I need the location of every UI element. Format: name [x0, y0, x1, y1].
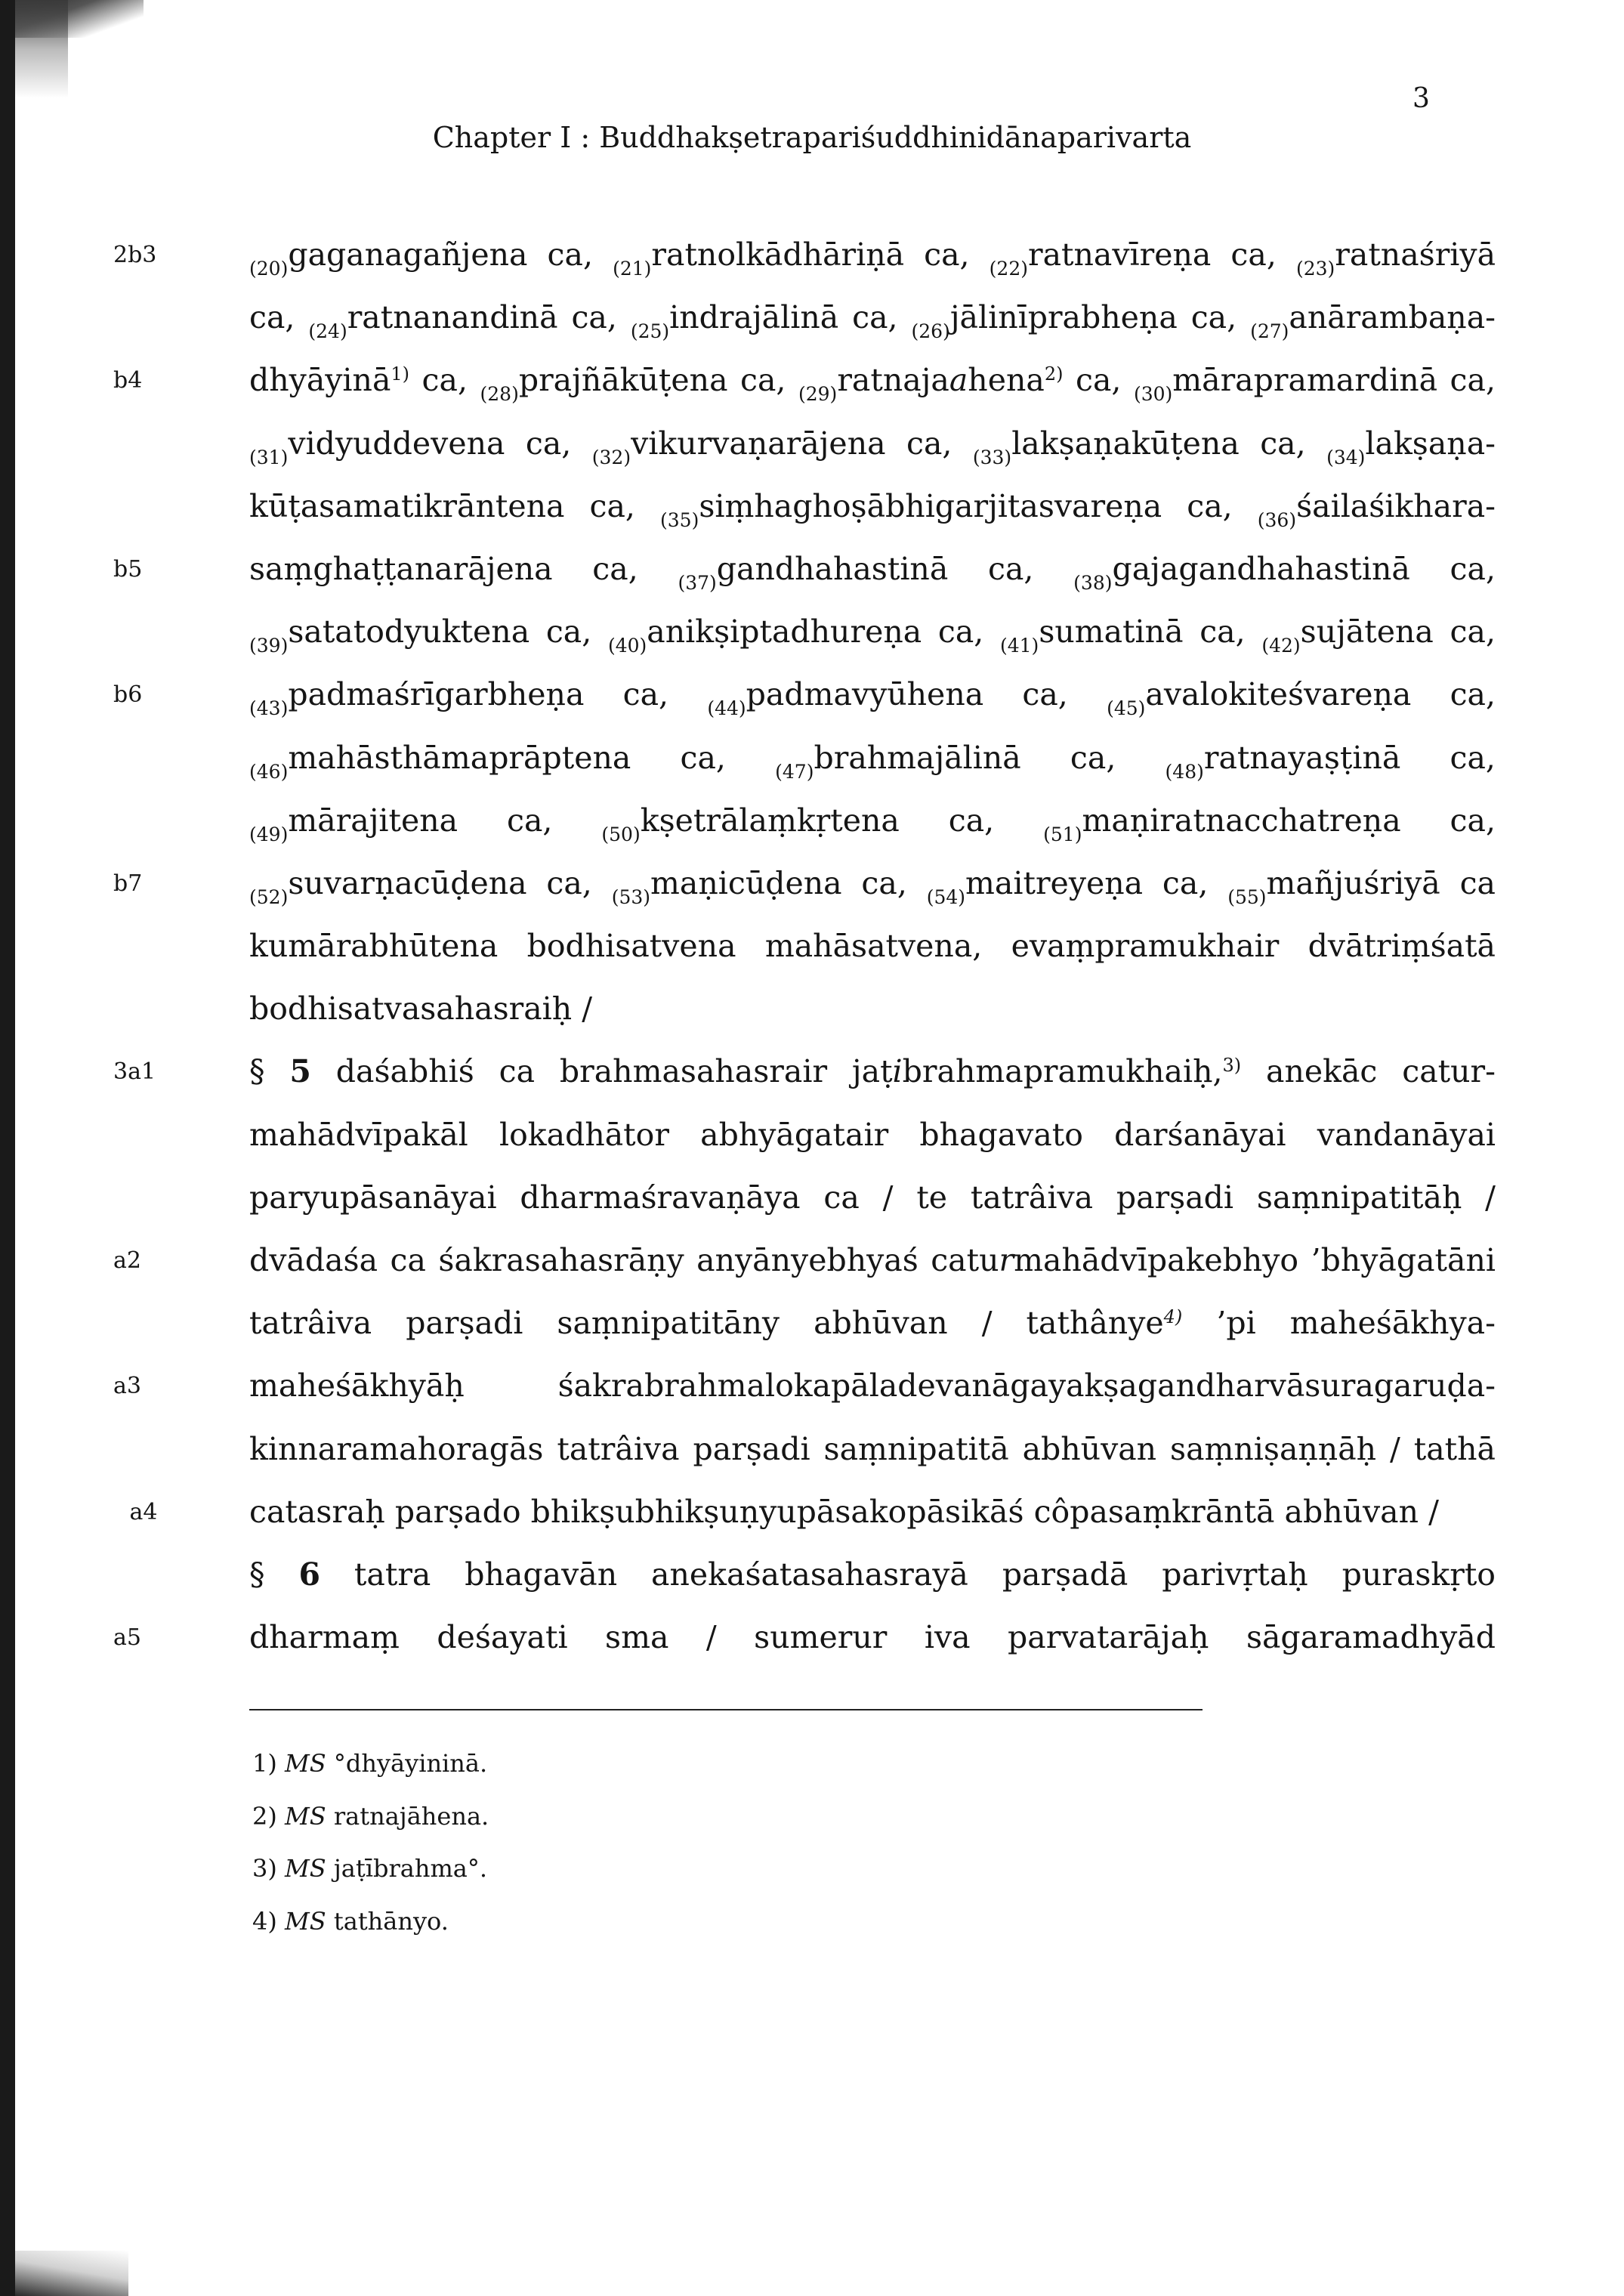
item-number: (37)	[678, 571, 717, 594]
text-line	[249, 601, 1496, 663]
text-line	[249, 915, 1496, 978]
main-text	[113, 224, 1496, 1669]
item-number: (54)	[926, 885, 966, 908]
text-segment: indrajālinā ca,	[669, 299, 912, 336]
page-number: 3	[1413, 83, 1430, 114]
item-number: (42)	[1261, 635, 1301, 657]
footnote-ref: 1)	[391, 363, 410, 385]
text-segment: prajñākūṭena ca,	[518, 362, 798, 399]
text-segment: ratnolkādhāriṇā ca,	[651, 236, 990, 273]
text-segment: mahādvīpakāl lokadhātor abhyāgatair bhagavato darśanāyai vandanāyai	[249, 1116, 1496, 1153]
text-segment: avalokiteśvareṇa ca,	[1145, 676, 1496, 713]
section-number: 6	[298, 1556, 320, 1593]
item-number: (26)	[911, 320, 950, 343]
scan-edge-shadow	[0, 0, 15, 2296]
text-segment: maṇiratnacchatreṇa ca,	[1082, 802, 1496, 839]
text-segment: hena	[968, 362, 1045, 399]
folio-margin-label: a3	[113, 1373, 141, 1400]
item-number: (36)	[1257, 508, 1297, 531]
folio-margin-label: 2b3	[113, 242, 157, 268]
section-number: 5	[289, 1053, 311, 1090]
footnote-text: °dhyāyininā.	[326, 1749, 488, 1778]
footnote-number: 2)	[252, 1801, 286, 1831]
item-number: (40)	[607, 635, 647, 657]
folio-margin-label: a2	[113, 1247, 141, 1274]
text-segment: jālinīprabheṇa ca,	[949, 299, 1251, 336]
text-line	[249, 286, 1496, 349]
item-number: (51)	[1043, 823, 1082, 845]
text-line	[113, 538, 1496, 601]
footnote-ref: 4)	[1163, 1306, 1183, 1328]
text-segment: sujātena ca,	[1300, 613, 1496, 650]
text-line	[249, 1292, 1496, 1355]
folio-margin-label: a4	[129, 1498, 158, 1525]
text-segment: paryupāsanāyai dharmaśravaṇāya ca / te tatrâiva parṣadi saṃnipatitāḥ /	[249, 1179, 1496, 1216]
item-number: (23)	[1295, 258, 1335, 280]
text-segment: ratnaśriyā	[1335, 236, 1496, 273]
text-segment: lakṣaṇa-	[1365, 425, 1496, 462]
text-segment: kṣetrālaṃkṛtena ca,	[640, 802, 1044, 839]
text-segment: anikṣiptadhureṇa ca,	[647, 613, 1000, 650]
item-number: (25)	[630, 320, 670, 343]
text-segment: gaganagañjena ca,	[288, 236, 613, 273]
text-segment: tatra bhagavān anekaśatasahasrayā parṣadā parivṛtaḥ puraskṛto	[320, 1556, 1496, 1593]
text-segment: ratnayaṣṭinā ca,	[1203, 739, 1496, 776]
item-number: (50)	[601, 823, 641, 845]
text-segment: brahmapramukhaiḥ,	[902, 1053, 1223, 1090]
text-segment: maṇicūḍena ca,	[650, 864, 927, 901]
text-segment: mahāsthāmaprāptena ca,	[288, 739, 776, 776]
footnote	[252, 1896, 489, 1948]
text-line	[249, 1167, 1496, 1229]
text-segment: suvarṇacūḍena ca,	[288, 864, 612, 901]
text-segment: §	[249, 1556, 299, 1593]
text-segment: anārambaṇa-	[1289, 299, 1496, 336]
footnote	[252, 1791, 489, 1843]
item-number: (28)	[480, 383, 519, 406]
text-segment: mahādvīpakebhyo ’bhyāgatāni	[1014, 1242, 1496, 1278]
text-line	[249, 1544, 1496, 1606]
text-segment: dvādaśa ca śakrasahasrāṇy anyānyebhyaś catu	[249, 1242, 999, 1278]
item-number: (46)	[249, 760, 289, 783]
scan-corner-shadow-vertical	[15, 0, 68, 98]
text-segment: lakṣaṇakūṭena ca,	[1011, 425, 1327, 462]
text-line	[113, 1606, 1496, 1669]
text-segment: bodhisatvasahasraiḥ /	[249, 990, 593, 1027]
text-line	[129, 1481, 1496, 1544]
item-number: (49)	[249, 823, 289, 845]
item-number: (31)	[249, 446, 289, 468]
item-number: (45)	[1107, 697, 1146, 720]
text-segment: gajagandhahastinā ca,	[1112, 550, 1496, 587]
item-number: (55)	[1227, 885, 1267, 908]
text-segment: sumatinā ca,	[1039, 613, 1262, 650]
scan-bottom-shadow	[15, 2251, 128, 2296]
folio-margin-label: b7	[113, 870, 143, 897]
folio-margin-label: a5	[113, 1624, 141, 1652]
text-segment: satatodyuktena ca,	[288, 613, 608, 650]
text-segment: dhyāyinā	[249, 362, 391, 399]
text-segment: ca,	[1063, 362, 1134, 399]
text-line	[113, 663, 1496, 726]
emended-letter: r	[999, 1242, 1014, 1278]
text-segment: vikurvaṇarājena ca,	[631, 425, 973, 462]
text-line	[113, 349, 1496, 412]
text-segment: ca,	[249, 299, 309, 336]
text-segment: daśabhiś ca brahmasahasrair jaṭ	[310, 1053, 893, 1090]
footnote-text: jaṭībrahma°.	[326, 1854, 488, 1883]
text-segment: ca,	[409, 362, 480, 399]
text-segment: kinnaramahoragās tatrâiva parṣadi saṃnipatitā abhūvan saṃniṣaṇṇāḥ / tathā	[249, 1430, 1496, 1467]
manuscript-siglum: MS	[285, 1854, 326, 1883]
item-number: (27)	[1250, 320, 1289, 343]
text-segment: anekāc catur-	[1241, 1053, 1496, 1090]
item-number: (20)	[249, 258, 289, 280]
footnote-ref: 3)	[1222, 1055, 1242, 1077]
item-number: (52)	[249, 885, 289, 908]
text-segment: ratnavīreṇa ca,	[1028, 236, 1296, 273]
text-line	[113, 224, 1496, 286]
text-segment: dharmaṃ deśayati sma / sumerur iva parvatarājaḥ sāgaramadhyād	[249, 1619, 1496, 1656]
text-segment: brahmajālinā ca,	[814, 739, 1166, 776]
item-number: (22)	[989, 258, 1028, 280]
text-segment: mārajitena ca,	[288, 802, 602, 839]
text-line	[249, 1418, 1496, 1481]
text-segment: padmaśrīgarbheṇa ca,	[288, 676, 708, 713]
folio-margin-label: b5	[113, 555, 143, 582]
folio-margin-label: 3a1	[113, 1058, 156, 1086]
footnote-text: ratnajāhena.	[326, 1801, 489, 1831]
text-segment: §	[249, 1053, 290, 1090]
text-line	[113, 1355, 1496, 1417]
item-number: (21)	[613, 258, 652, 280]
text-segment: saṃghaṭṭanarājena ca,	[249, 550, 678, 587]
text-segment: kūṭasamatikrāntena ca,	[249, 487, 661, 524]
text-segment: catasraḥ parṣado bhikṣubhikṣuṇyupāsakopāsikāś côpasaṃkrāntā abhūvan /	[249, 1493, 1439, 1530]
text-segment: kumārabhūtena bodhisatvena mahāsatvena, evaṃpramukhair dvātriṃśatā	[249, 928, 1496, 965]
footnote-divider	[249, 1709, 1203, 1710]
item-number: (33)	[972, 446, 1012, 468]
footnote	[252, 1738, 489, 1791]
footnote-number: 4)	[252, 1906, 286, 1936]
item-number: (48)	[1165, 760, 1204, 783]
text-segment: ratnaja	[837, 362, 949, 399]
item-number: (29)	[798, 383, 838, 406]
running-header: Chapter I : Buddhakṣetrapariśuddhinidānaparivarta	[432, 121, 1192, 154]
text-segment: ’pi maheśākhya-	[1182, 1305, 1496, 1342]
footnotes	[252, 1738, 489, 1948]
text-line	[113, 1040, 1496, 1103]
footnote-ref: 2)	[1044, 363, 1064, 385]
folio-margin-label: b6	[113, 681, 143, 709]
item-number: (43)	[249, 697, 289, 720]
item-number: (53)	[611, 885, 651, 908]
item-number: (32)	[591, 446, 631, 468]
text-line	[249, 978, 1496, 1040]
manuscript-siglum: MS	[285, 1749, 326, 1778]
footnote-number: 3)	[252, 1854, 286, 1883]
text-line	[249, 475, 1496, 538]
text-segment: śailaśikhara-	[1296, 487, 1496, 524]
text-segment: siṃhaghoṣābhigarjitasvareṇa ca,	[699, 487, 1258, 524]
text-line	[113, 852, 1496, 915]
emended-letter: i	[892, 1053, 903, 1090]
text-segment: ratnanandinā ca,	[347, 299, 631, 336]
item-number: (30)	[1133, 383, 1173, 406]
item-number: (38)	[1073, 571, 1113, 594]
item-number: (44)	[707, 697, 746, 720]
footnote-number: 1)	[252, 1749, 286, 1778]
footnote-text: tathānyo.	[326, 1906, 449, 1936]
item-number: (24)	[308, 320, 347, 343]
text-line	[249, 790, 1496, 852]
text-segment: tatrâiva parṣadi saṃnipatitāny abhūvan / tathânye	[249, 1305, 1164, 1342]
text-line	[249, 727, 1496, 790]
text-segment: mañjuśriyā ca	[1266, 864, 1496, 901]
emended-letter: a	[949, 362, 968, 399]
item-number: (41)	[999, 635, 1039, 657]
text-line	[113, 1229, 1496, 1292]
folio-margin-label: b4	[113, 367, 143, 394]
text-segment: gandhahastinā ca,	[716, 550, 1074, 587]
manuscript-siglum: MS	[285, 1906, 326, 1936]
text-line	[249, 413, 1496, 475]
text-segment: maheśākhyāḥ śakrabrahmalokapāladevanāgayakṣagandharvāsuragaruḍa-	[249, 1367, 1496, 1404]
text-segment: maitreyeṇa ca,	[965, 864, 1228, 901]
manuscript-siglum: MS	[285, 1801, 326, 1831]
item-number: (34)	[1326, 446, 1366, 468]
text-segment: padmavyūhena ca,	[746, 676, 1107, 713]
item-number: (39)	[249, 635, 289, 657]
item-number: (35)	[660, 508, 699, 531]
text-segment: vidyuddevena ca,	[288, 425, 592, 462]
footnote	[252, 1843, 489, 1896]
text-segment: mārapramardinā ca,	[1172, 362, 1496, 399]
text-line	[249, 1104, 1496, 1167]
item-number: (47)	[775, 760, 814, 783]
